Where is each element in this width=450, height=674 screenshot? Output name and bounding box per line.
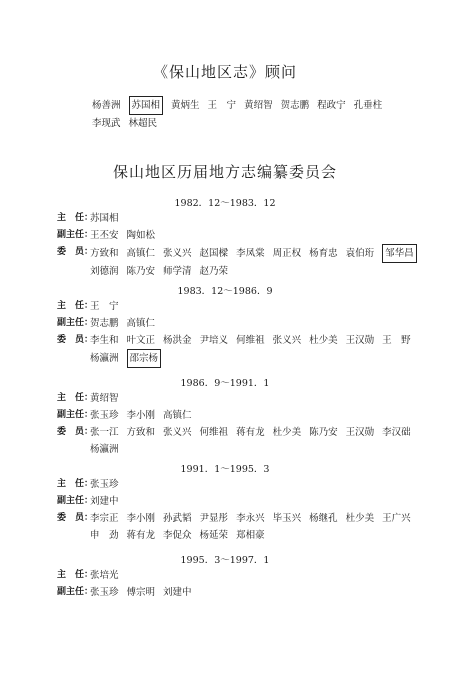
person-name: 蒋有龙 (236, 427, 265, 438)
person-name: 何维祖 (199, 427, 229, 438)
person-name: 陈乃安 (126, 266, 156, 277)
person-name: 李生和 (90, 335, 119, 346)
committee-title: 保山地区历届地方志编纂委员会 (112, 163, 337, 181)
role-label: 主 任： (57, 213, 94, 223)
person-name: 张义兴 (163, 427, 192, 438)
person-name: 高镇仁 (126, 248, 156, 259)
person-name: 杨延荣 (199, 530, 229, 541)
person-name: 陈乃安 (309, 427, 338, 438)
person-name: 杨瀛洲 (90, 353, 119, 364)
person-name: 黄绍智 (90, 393, 119, 404)
person-name: 尹显彤 (199, 513, 229, 524)
term-deputy-row (57, 407, 427, 424)
role-label: 主 任： (57, 570, 94, 580)
person-name: 尹培义 (199, 335, 229, 346)
person-name: 程政宁 (317, 100, 346, 111)
person-name: 赵乃荣 (199, 266, 229, 277)
person-name: 周正权 (272, 248, 302, 259)
person-name: 傅宗明 (126, 587, 156, 598)
person-name: 张一江 (90, 427, 119, 438)
role-names (90, 567, 427, 584)
person-name: 孙武韬 (163, 513, 192, 524)
term-director-row (57, 298, 427, 315)
person-name: 苏国相 (90, 213, 119, 224)
person-name: 袁伯珩 (345, 248, 375, 259)
role-label: 副主任： (57, 496, 94, 506)
role-names (90, 227, 427, 244)
advisors-title: 《保山地区志》顾问 (152, 63, 297, 81)
person-name: 贺志鹏 (90, 318, 119, 329)
person-name: 蒋有龙 (126, 530, 156, 541)
person-name: 方致和 (90, 248, 119, 259)
person-name: 张玉珍 (90, 479, 119, 490)
person-name: 黄炳生 (171, 100, 200, 111)
person-name: 张玉珍 (90, 587, 119, 598)
role-names (90, 424, 427, 458)
person-name: 杨继孔 (309, 513, 338, 524)
person-name: 孔垂柱 (353, 100, 383, 111)
person-name: 苏国相 (129, 96, 164, 115)
person-name: 申 劲 (90, 530, 119, 541)
person-name: 王汉勋 (345, 335, 375, 346)
person-name: 邹华昌 (382, 244, 417, 263)
person-name: 王 野 (382, 335, 411, 346)
person-name: 王 宁 (90, 301, 119, 312)
person-name: 毕玉兴 (272, 513, 302, 524)
role-names (90, 244, 427, 280)
person-name: 杜少美 (345, 513, 375, 524)
person-name: 陶如松 (126, 230, 156, 241)
role-label: 副主任： (57, 318, 94, 328)
person-name: 李永兴 (236, 513, 265, 524)
person-name: 邵宗杨 (127, 349, 162, 368)
person-name: 刘德润 (90, 266, 119, 277)
person-name: 张玉珍 (90, 410, 119, 421)
term-date: 1982．12～1983．12 (174, 198, 276, 209)
term-member-row (57, 244, 427, 280)
term-date: 1995．3～1997．1 (180, 555, 270, 566)
person-name: 方致和 (126, 427, 156, 438)
role-label: 主 任： (57, 393, 94, 403)
term-member-row (57, 510, 427, 544)
term-deputy-row (57, 493, 427, 510)
person-name: 师学清 (163, 266, 192, 277)
person-name: 杜少美 (272, 427, 302, 438)
person-name: 刘建中 (163, 587, 192, 598)
role-names (90, 493, 427, 510)
role-label: 副主任： (57, 410, 94, 420)
person-name: 杨瀛洲 (90, 444, 119, 455)
person-name: 李凤棠 (236, 248, 265, 259)
role-label: 委 员： (57, 335, 94, 345)
term-member-row (57, 332, 427, 368)
term-director-row (57, 210, 427, 227)
role-label: 主 任： (57, 301, 94, 311)
role-label: 委 员： (57, 427, 94, 437)
person-name: 张义兴 (163, 248, 192, 259)
term-director-row (57, 390, 427, 407)
role-label: 副主任： (57, 587, 94, 597)
person-name: 李促众 (163, 530, 192, 541)
person-name: 赵国樑 (199, 248, 229, 259)
role-label: 委 员： (57, 247, 94, 257)
term-member-row (57, 424, 427, 458)
term-date: 1986．9～1991．1 (180, 378, 270, 389)
person-name: 张培光 (90, 570, 119, 581)
person-name: 李宗正 (90, 513, 119, 524)
role-names (90, 510, 427, 544)
person-name: 王丕安 (90, 230, 119, 241)
person-name: 叶文正 (126, 335, 156, 346)
role-names (90, 298, 427, 315)
role-label: 主 任： (57, 479, 94, 489)
person-name: 高镇仁 (126, 318, 156, 329)
person-name: 张义兴 (272, 335, 302, 346)
person-name: 李小刚 (126, 513, 156, 524)
role-names (90, 476, 427, 493)
role-names (90, 407, 427, 424)
role-names (90, 584, 427, 601)
role-names (90, 210, 427, 227)
person-name: 杨洪金 (163, 335, 192, 346)
person-name: 王汉勋 (345, 427, 375, 438)
person-name: 高镇仁 (163, 410, 192, 421)
person-name: 杨育忠 (309, 248, 338, 259)
person-name: 林超民 (128, 118, 158, 129)
advisors-list (92, 96, 412, 132)
term-deputy-row (57, 315, 427, 332)
person-name: 李小刚 (126, 410, 156, 421)
person-name: 何维祖 (236, 335, 265, 346)
role-label: 委 员： (57, 513, 94, 523)
person-name: 王广兴 (382, 513, 411, 524)
term-deputy-row (57, 584, 427, 601)
role-names (90, 315, 427, 332)
term-date: 1991．1～1995．3 (180, 464, 270, 475)
person-name: 王 宁 (207, 100, 237, 111)
role-names (90, 332, 427, 368)
role-label: 副主任： (57, 230, 94, 240)
person-name: 黄绍智 (244, 100, 273, 111)
term-deputy-row (57, 227, 427, 244)
person-name: 杨善洲 (92, 100, 121, 111)
term-date: 1983．12～1986．9 (177, 286, 273, 297)
term-director-row (57, 476, 427, 493)
term-director-row (57, 567, 427, 584)
person-name: 杜少美 (309, 335, 338, 346)
person-name: 李现武 (92, 118, 121, 129)
person-name: 贺志鹏 (280, 100, 310, 111)
role-names (90, 390, 427, 407)
person-name: 李汉础 (382, 427, 411, 438)
person-name: 郑相豪 (236, 530, 265, 541)
person-name: 刘建中 (90, 496, 119, 507)
